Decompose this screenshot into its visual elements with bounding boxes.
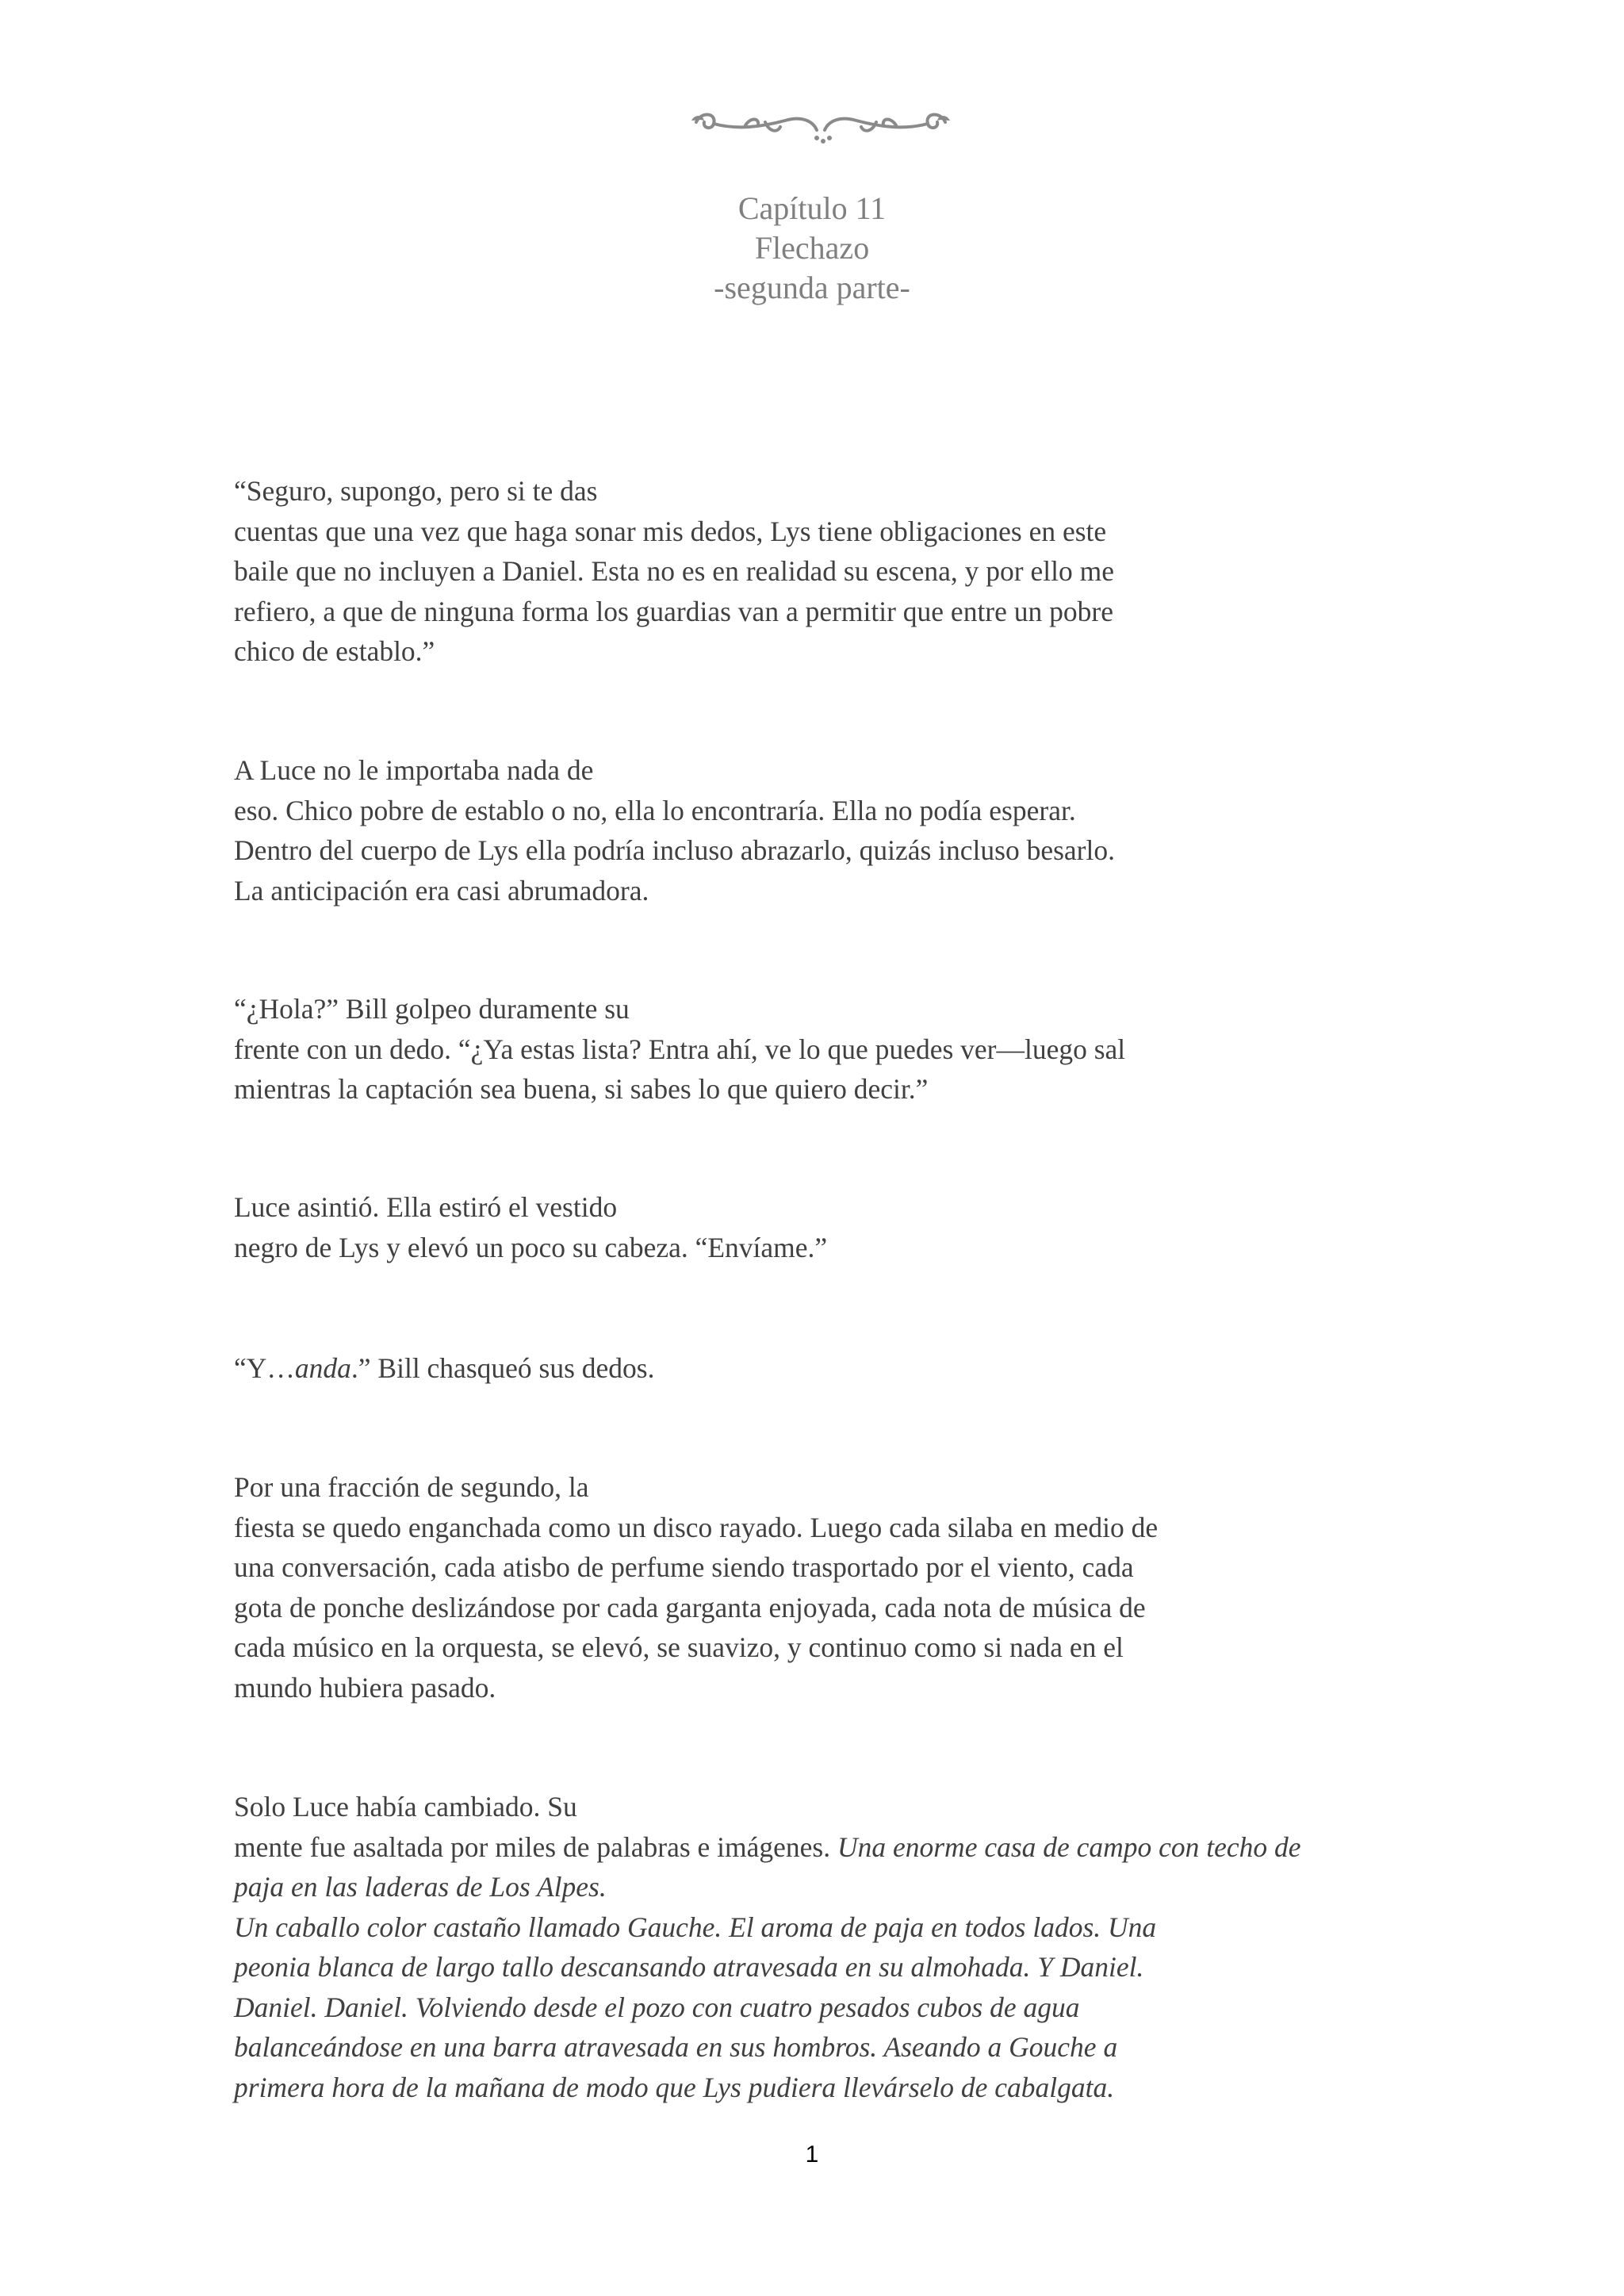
text-line: gota de ponche deslizándose por cada garganta enjoyada, cada nota de música de xyxy=(234,1591,1146,1623)
text-line: “Seguro, supongo, pero si te das xyxy=(234,475,598,507)
paragraph-3 xyxy=(234,989,1423,1110)
italic-line: peonia blanca de largo tallo descansando atravesada en su almohada. Y Daniel. xyxy=(234,1951,1144,1983)
text-line: cada músico en la orquesta, se elevó, se suavizo, y continuo como si nada en el xyxy=(234,1631,1124,1663)
chapter-heading xyxy=(0,189,1624,308)
text-line xyxy=(234,1348,1423,1389)
paragraph-5 xyxy=(234,1348,1423,1389)
italic-line: paja en las laderas de Los Alpes. xyxy=(234,1871,607,1903)
text-line: Solo Luce había cambiado. Su xyxy=(234,1791,577,1823)
chapter-number: Capítulo 11 xyxy=(737,190,887,226)
text-line: negro de Lys y elevó un poco su cabeza. “Envíame.” xyxy=(234,1231,828,1263)
paragraph-7 xyxy=(234,1787,1423,2107)
italic-line: Daniel. Daniel. Volviendo desde el pozo con cuatro pesados cubos de agua xyxy=(234,1991,1080,2023)
text-line: “¿Hola?” Bill golpeo duramente su xyxy=(234,993,630,1025)
text-span: mente fue asaltada por miles de palabras e imágenes. xyxy=(234,1830,837,1863)
chapter-subtitle: -segunda parte- xyxy=(714,270,910,305)
chapter-title: Flechazo xyxy=(754,230,870,266)
text-line xyxy=(234,1827,1423,1868)
text-span: .” Bill chasqueó sus dedos. xyxy=(350,1352,655,1384)
text-line: Luce asintió. Ella estiró el vestido xyxy=(234,1191,618,1223)
text-line: eso. Chico pobre de establo o no, ella lo encontraría. Ella no podía esperar. xyxy=(234,794,1076,826)
text-line: La anticipación era casi abrumadora. xyxy=(234,874,649,907)
italic-line: primera hora de la mañana de modo que Lys pudiera llevárselo de cabalgata. xyxy=(234,2071,1115,2103)
page-number: 1 xyxy=(805,2141,819,2168)
text-line: fiesta se quedo enganchada como un disco rayado. Luego cada silaba en medio de xyxy=(234,1511,1159,1543)
scroll-flourish-ornament-icon xyxy=(690,103,952,151)
text-line: Dentro del cuerpo de Lys ella podría incluso abrazarlo, quizás incluso besarlo. xyxy=(234,834,1115,866)
text-line: cuentas que una vez que haga sonar mis dedos, Lys tiene obligaciones en este xyxy=(234,515,1107,547)
text-line: chico de establo.” xyxy=(234,635,435,667)
paragraph-2 xyxy=(234,750,1423,910)
italic-line: Un caballo color castaño llamado Gauche. El aroma de paja en todos lados. Una xyxy=(234,1911,1157,1943)
text-line: Por una fracción de segundo, la xyxy=(234,1471,589,1503)
paragraph-4 xyxy=(234,1187,1423,1267)
italic-line: balanceándose en una barra atravesada en sus hombros. Aseando a Gouche a xyxy=(234,2031,1118,2063)
paragraph-6 xyxy=(234,1467,1423,1708)
text-line: mientras la captación sea buena, si sabes lo que quiero decir.” xyxy=(234,1073,929,1105)
italic-text: Una enorme casa de campo con techo de xyxy=(837,1830,1301,1863)
text-line: una conversación, cada atisbo de perfume siendo trasportado por el viento, cada xyxy=(234,1551,1134,1583)
text-line: mundo hubiera pasado. xyxy=(234,1671,496,1704)
text-line: refiero, a que de ninguna forma los guardias van a permitir que entre un pobre xyxy=(234,595,1113,627)
text-line: A Luce no le importaba nada de xyxy=(234,754,594,786)
text-line: frente con un dedo. “¿Ya estas lista? Entra ahí, ve lo que puedes ver—luego sal xyxy=(234,1033,1126,1065)
text-span: “Y… xyxy=(234,1352,295,1384)
paragraph-1 xyxy=(234,471,1423,672)
italic-text: anda xyxy=(294,1352,351,1384)
text-line: baile que no incluyen a Daniel. Esta no es en realidad su escena, y por ello me xyxy=(234,555,1114,587)
